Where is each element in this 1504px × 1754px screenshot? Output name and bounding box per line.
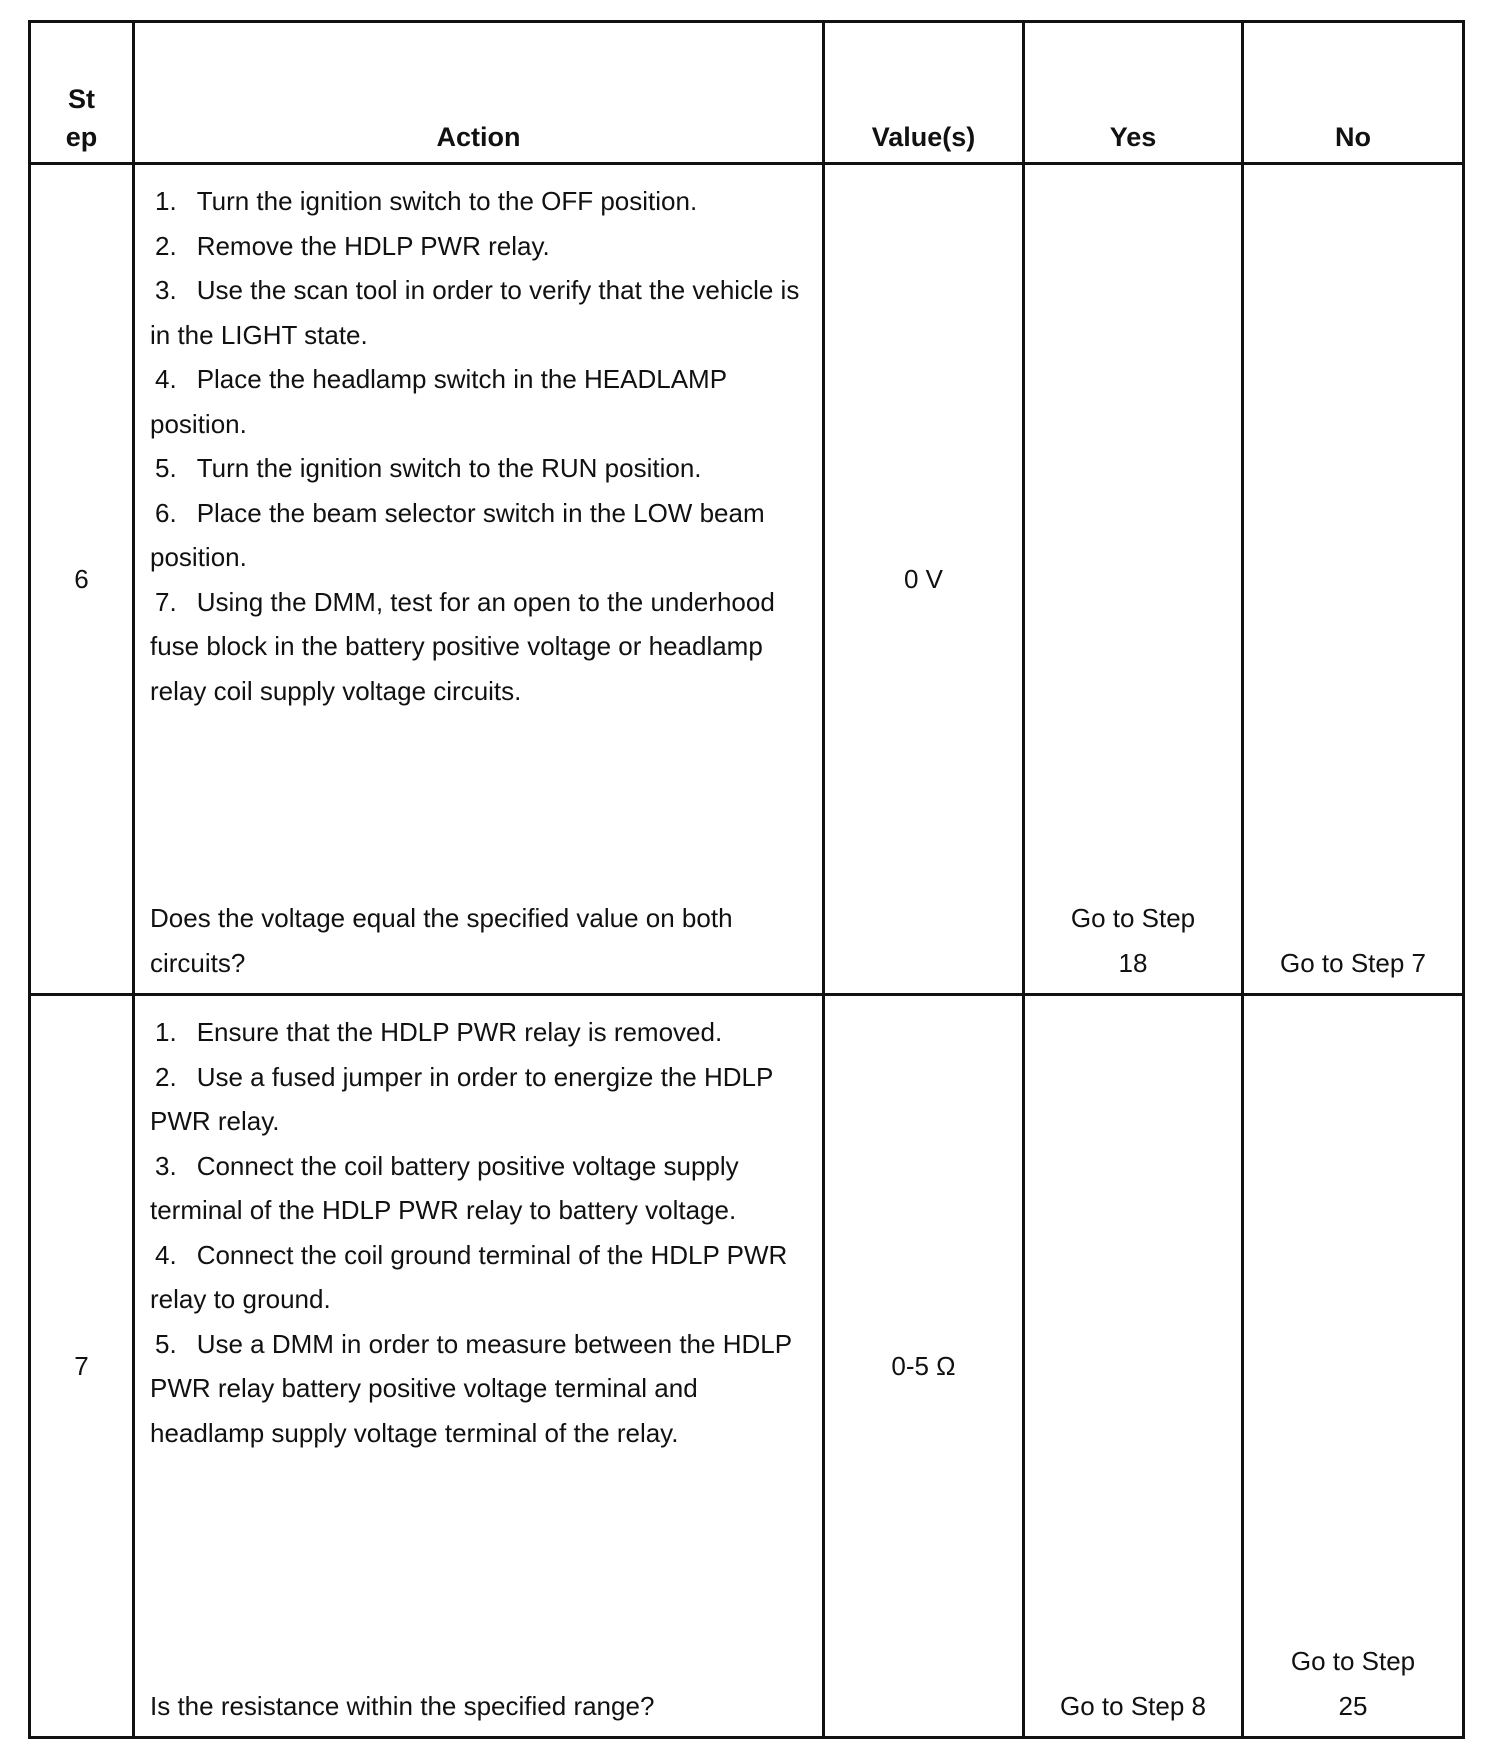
table-row-step-6 [30, 164, 1464, 995]
action-text: Use a fused jumper in order to energize the HDLP PWR relay. [150, 1061, 773, 1136]
value-cell: 0 V [824, 164, 1024, 995]
header-step-line1: St [68, 84, 95, 114]
step-number: 6 [30, 164, 134, 995]
header-step [30, 22, 134, 164]
action-text: Ensure that the HDLP PWR relay is removed. [196, 1017, 723, 1047]
yes-cell [1024, 164, 1243, 995]
action-text: Place the beam selector switch in the LOW beam position. [150, 497, 765, 572]
action-question: Is the resistance within the specified range? [150, 1690, 655, 1721]
header-values: Value(s) [824, 22, 1024, 164]
header-action: Action [134, 22, 824, 164]
action-item: 5. Use a DMM in order to measure between the HDLP PWR relay battery positive voltage terminal and headlamp supply voltage terminal of the relay. [150, 1328, 792, 1448]
action-list [150, 996, 822, 1455]
action-text: Turn the ignition switch to the RUN position. [196, 453, 702, 483]
action-list [150, 165, 822, 713]
action-text: Remove the HDLP PWR relay. [196, 230, 550, 261]
no-cell [1243, 995, 1464, 1738]
header-no: No [1243, 22, 1464, 164]
yes-cell: Go to Step 8 [1024, 995, 1243, 1738]
no-cell: Go to Step 7 [1243, 164, 1464, 995]
action-item: 1. Ensure that the HDLP PWR relay is removed. [155, 1017, 723, 1047]
action-item: 1. Turn the ignition switch to the OFF position. [155, 186, 698, 216]
action-text: Turn the ignition switch to the OFF position. [196, 186, 698, 216]
action-text: Use the scan tool in order to verify that the vehicle is in the LIGHT state. [150, 275, 800, 350]
action-text: Use a DMM in order to measure between the HDLP PWR relay battery positive voltage terminal and headlamp supply voltage terminal of the relay. [150, 1328, 792, 1448]
action-item: 2. Remove the HDLP PWR relay. [155, 230, 550, 261]
table-row-step-7 [30, 995, 1464, 1738]
header-yes: Yes [1024, 22, 1243, 164]
action-cell [134, 164, 824, 995]
action-item: 5. Turn the ignition switch to the RUN position. [155, 453, 702, 483]
action-item: 4. Place the headlamp switch in the HEADLAMP position. [150, 364, 727, 439]
diagnostic-table [28, 20, 1465, 1739]
action-text: Connect the coil battery positive voltage supply terminal of the HDLP PWR relay to battery voltage. [150, 1150, 739, 1225]
action-cell [134, 995, 824, 1738]
action-text: Using the DMM, test for an open to the underhood fuse block in the battery positive voltage or headlamp relay coil supply voltage circuits. [150, 586, 775, 706]
yes-target: Go to Step 18 [1070, 903, 1196, 978]
header-step-line2: ep [65, 122, 98, 152]
action-item: 4. Connect the coil ground terminal of the HDLP PWR relay to ground. [150, 1239, 788, 1314]
action-item: 2. Use a fused jumper in order to energize the HDLP PWR relay. [150, 1061, 773, 1136]
value-cell: 0-5 Ω [824, 995, 1024, 1738]
action-text: Place the headlamp switch in the HEADLAMP position. [150, 364, 727, 439]
action-item: 7. Using the DMM, test for an open to the underhood fuse block in the battery positive voltage or headlamp relay coil supply voltage circuits. [150, 586, 775, 706]
no-target: Go to Step 25 [1290, 1646, 1416, 1721]
action-text: Connect the coil ground terminal of the HDLP PWR relay to ground. [150, 1239, 788, 1314]
header-row [30, 22, 1464, 164]
action-item: 3. Connect the coil battery positive voltage supply terminal of the HDLP PWR relay to battery voltage. [150, 1150, 739, 1225]
action-item: 3. Use the scan tool in order to verify that the vehicle is in the LIGHT state. [150, 275, 800, 350]
action-question: Does the voltage equal the specified value on both circuits? [150, 903, 733, 978]
action-item: 6. Place the beam selector switch in the LOW beam position. [150, 497, 765, 572]
step-number: 7 [30, 995, 134, 1738]
